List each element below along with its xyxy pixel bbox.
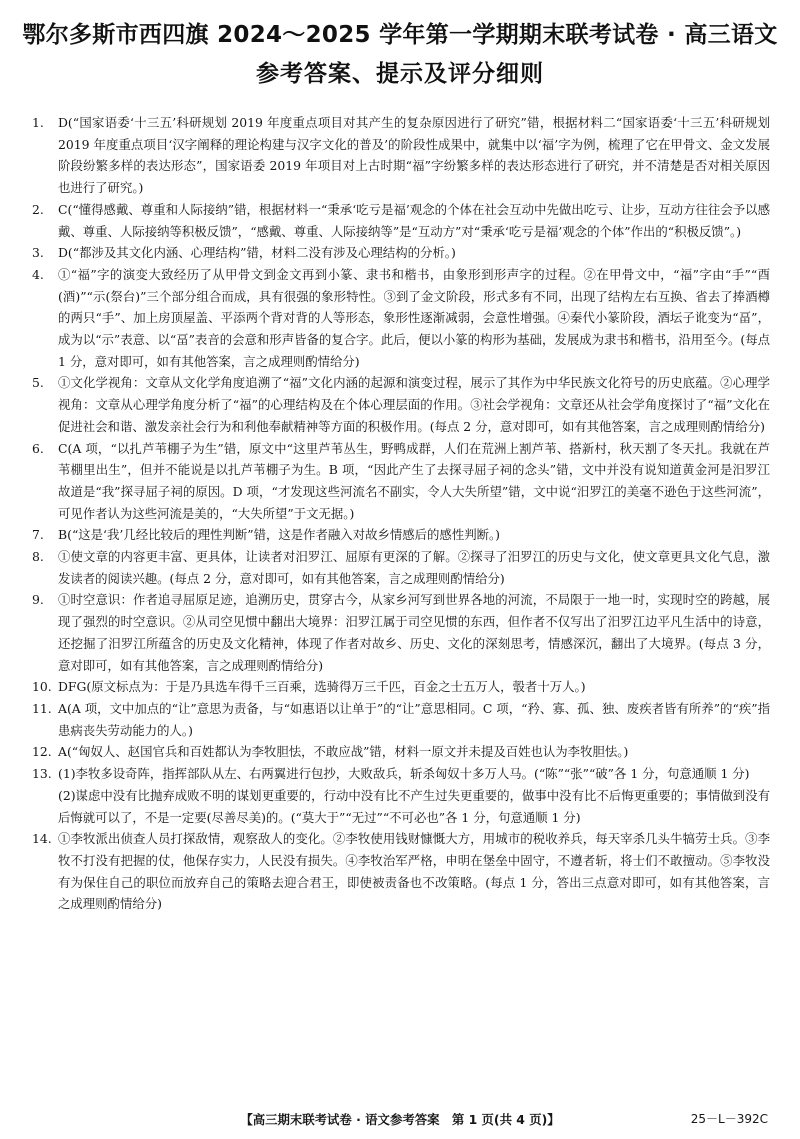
answer-text: ①使文章的内容更丰富、更具体，让读者对汨罗江、屈原有更深的了解。②探寻了汨罗江的历史与文化，使文章更具文化气息，激发读者的阅读兴趣。(每点 2 分，意对即可，如有其他答案，言之成理则酌情给分) <box>58 549 770 586</box>
answer-item-13 <box>32 763 770 828</box>
answer-item-9 <box>32 589 770 676</box>
document-title: 鄂尔多斯市西四旗 2024～2025 学年第一学期期末联考试卷 · 高三语文 <box>22 22 778 48</box>
answer-number: 1. <box>32 115 44 130</box>
answer-text: D(“都涉及其文化内涵、心理结构”错，材料二没有涉及心理结构的分析。) <box>58 245 456 261</box>
answer-text-part-2: (2)谋虑中没有比抛弃成败不明的谋划更重要的，行动中没有比不产生过失更重要的，做事中没有比不后悔更重要的；事情做到没有后悔就可以了，不是一定要(尽善尽美)的。(“莫大于”“无过”“不可必也”各 1 分，句意通顺 1 分) <box>58 787 770 825</box>
answer-number: 6. <box>32 440 44 456</box>
answer-item-2 <box>32 199 770 242</box>
answer-item-5 <box>32 372 770 437</box>
answer-item-10 <box>32 676 770 698</box>
answer-text: C(A 项，“以扎芦苇棚子为生”错，原文中“这里芦苇丛生，野鸭成群，人们在荒洲上割芦苇、搭新村，秋天割了冬天扎。我就在芦苇棚里出生”，但并不能说是以扎芦苇棚子为生。B 项，“因此产生了去探寻屈子祠的念头”错，文中并没有说知道黄金河是汨罗江故道是“我”探寻屈子祠的原因。D 项，“才发现这些河流名不副实，令人大失所望”错，文中说“汨罗江的美毫不逊色于这些河流”，可见作者认为这些河流是美的，“大失所望”于文无据。) <box>58 440 770 521</box>
answer-list <box>32 112 770 915</box>
answer-number: 13. <box>32 766 52 782</box>
answer-item-7 <box>32 524 770 546</box>
answer-text: D(“国家语委‘十三五’科研规划 2019 年度重点项目对其产生的复杂原因进行了研究”错，根据材料二“国家语委‘十三五’科研规划 2019 年度重点项目‘汉字阐释的理论构建与汉字文化的普及’的阶段性成果中，就集中以‘福’字为例，梳理了它在甲骨文、金文发展阶段纷繁多样的表达形态”，国家语委 2019 年项目对上古时期“福”字纷繁多样的表达形态进行了研究，并不清楚是否对相关原因也进行了研究。) <box>58 115 770 196</box>
answer-text: ①李牧派出侦查人员打探敌情，观察敌人的变化。②李牧使用钱财慷慨大方，用城市的税收养兵，每天宰杀几头牛犒劳士兵。③李牧不打没有把握的仗，他保存实力，人民没有损失。④李牧治军严格，申明在堡垒中固守，不遵者斩，将士们不敢擅动。⑤李牧没有为保住自己的职位而放弃自己的策略去迎合君王，即使被责备也不改策略。(每点 1 分，答出三点意对即可，如有其他答案，言之成理则酌情给分) <box>58 831 770 912</box>
answer-text: ①文化学视角：文章从文化学角度追溯了“福”文化内涵的起源和演变过程，展示了其作为中华民族文化符号的历史底蕴。②心理学视角：文章从心理学角度分析了“福”的心理结构及在个体心理层面的作用。③社会学视角：文章还从社会学角度探讨了“福”文化在促进社会和谐、激发亲社会行为和利他奉献精神等方面的积极作用。(每点 2 分，意对即可，如有其他答案，言之成理则酌情给分) <box>58 375 770 434</box>
answer-item-3 <box>32 242 770 264</box>
answer-text: A(A 项，文中加点的“让”意思为责备，与“如惠语以让单于”的“让”意思相同。C 项，“矜、寡、孤、独、废疾者皆有所养”的“疾”指患病丧失劳动能力的人。) <box>58 700 770 738</box>
answer-number: 14. <box>32 831 52 847</box>
answer-item-12 <box>32 741 770 763</box>
answer-number: 11. <box>32 700 52 716</box>
document-subtitle: 参考答案、提示及评分细则 <box>256 61 544 87</box>
page-footer <box>0 1110 800 1130</box>
answer-number: 9. <box>32 592 44 608</box>
answer-text-part-1: (1)李牧多设奇阵，指挥部队从左、右两翼进行包抄，大败敌兵，斩杀匈奴十多万人马。(“陈”“张”“破”各 1 分，句意通顺 1 分) <box>58 766 750 782</box>
answer-text: DFG(原文标点为：于是乃具选车得千三百乘，选骑得万三千匹，百金之士五万人，彀者十万人。) <box>58 679 586 695</box>
answer-number: 2. <box>32 201 44 217</box>
paper-code: 25－L－392C <box>690 1112 768 1126</box>
answer-text: ①时空意识：作者追寻屈原足迹，追溯历史，贯穿古今，从家乡河写到世界各地的河流，不局限于一地一时，实现时空的跨越，展现了强烈的时空意识。②从司空见惯中翻出大境界：汨罗江属于司空见惯的东西，但作者不仅写出了汨罗江边平凡生活中的诗意，还挖掘了汨罗江所蕴含的历史及文化精神，体现了作者对故乡、历史、文化的深刻思考，情感深沉，翻出了大境界。(每点 3 分，意对即可，如有其他答案，言之成理则酌情给分) <box>58 592 770 673</box>
footer-label: 【高三期末联考试卷 · 语文参考答案 第 1 页(共 4 页)】 <box>240 1112 560 1127</box>
answer-number: 12. <box>32 744 52 760</box>
answer-item-6 <box>32 438 770 525</box>
answer-number: 8. <box>32 549 44 565</box>
answer-text: B(“这是‘我’几经比较后的理性判断”错，这是作者融入对故乡情感后的感性判断。) <box>58 527 501 543</box>
answer-item-11 <box>32 698 770 741</box>
answer-number: 10. <box>32 679 52 695</box>
answer-item-14 <box>32 828 770 915</box>
answer-item-8 <box>32 546 770 589</box>
answer-text: C(“懂得感戴、尊重和人际接纳”错，根据材料一“秉承‘吃亏是福’观念的个体在社会互动中先做出吃亏、让步，互动方往往会予以感戴、尊重、人际接纳等积极反馈”，“感戴、尊重、人际接纳等”是“互动方”对“秉承‘吃亏是福’观念的个体”作出的“积极反馈”。) <box>58 201 770 239</box>
answer-text: ①“福”字的演变大致经历了从甲骨文到金文再到小篆、隶书和楷书，由象形到形声字的过程。②在甲骨文中，“福”字由“手”“酉(酒)”“示(祭台)”三个部分组合而成，具有很强的象形特性。③到了金文阶段，形式多有不同，出现了结构左右互换、省去了捧酒樽的两只“手”、加上房顶屋盖、平添两个背对背的人等形态，象形性逐渐减弱，会意性增强。④秦代小篆阶段，酒坛子讹变为“畐”，成为以“示”表意、以“畐”表音的会意和形声皆备的复合字。此后，便以小篆的构形为基础，发展成为隶书和楷书，沿用至今。(每点 1 分，意对即可，如有其他答案，言之成理则酌情给分) <box>58 266 770 369</box>
answer-number: 4. <box>32 266 44 282</box>
answer-item-1 <box>32 112 770 199</box>
answer-item-4 <box>32 264 770 373</box>
answer-number: 3. <box>32 245 44 261</box>
answer-number: 7. <box>32 527 44 543</box>
answer-text: A(“匈奴人、赵国官兵和百姓都认为李牧胆怯，不敢应战”错，材料一原文并未提及百姓也认为李牧胆怯。) <box>58 744 629 760</box>
answer-number: 5. <box>32 375 44 391</box>
